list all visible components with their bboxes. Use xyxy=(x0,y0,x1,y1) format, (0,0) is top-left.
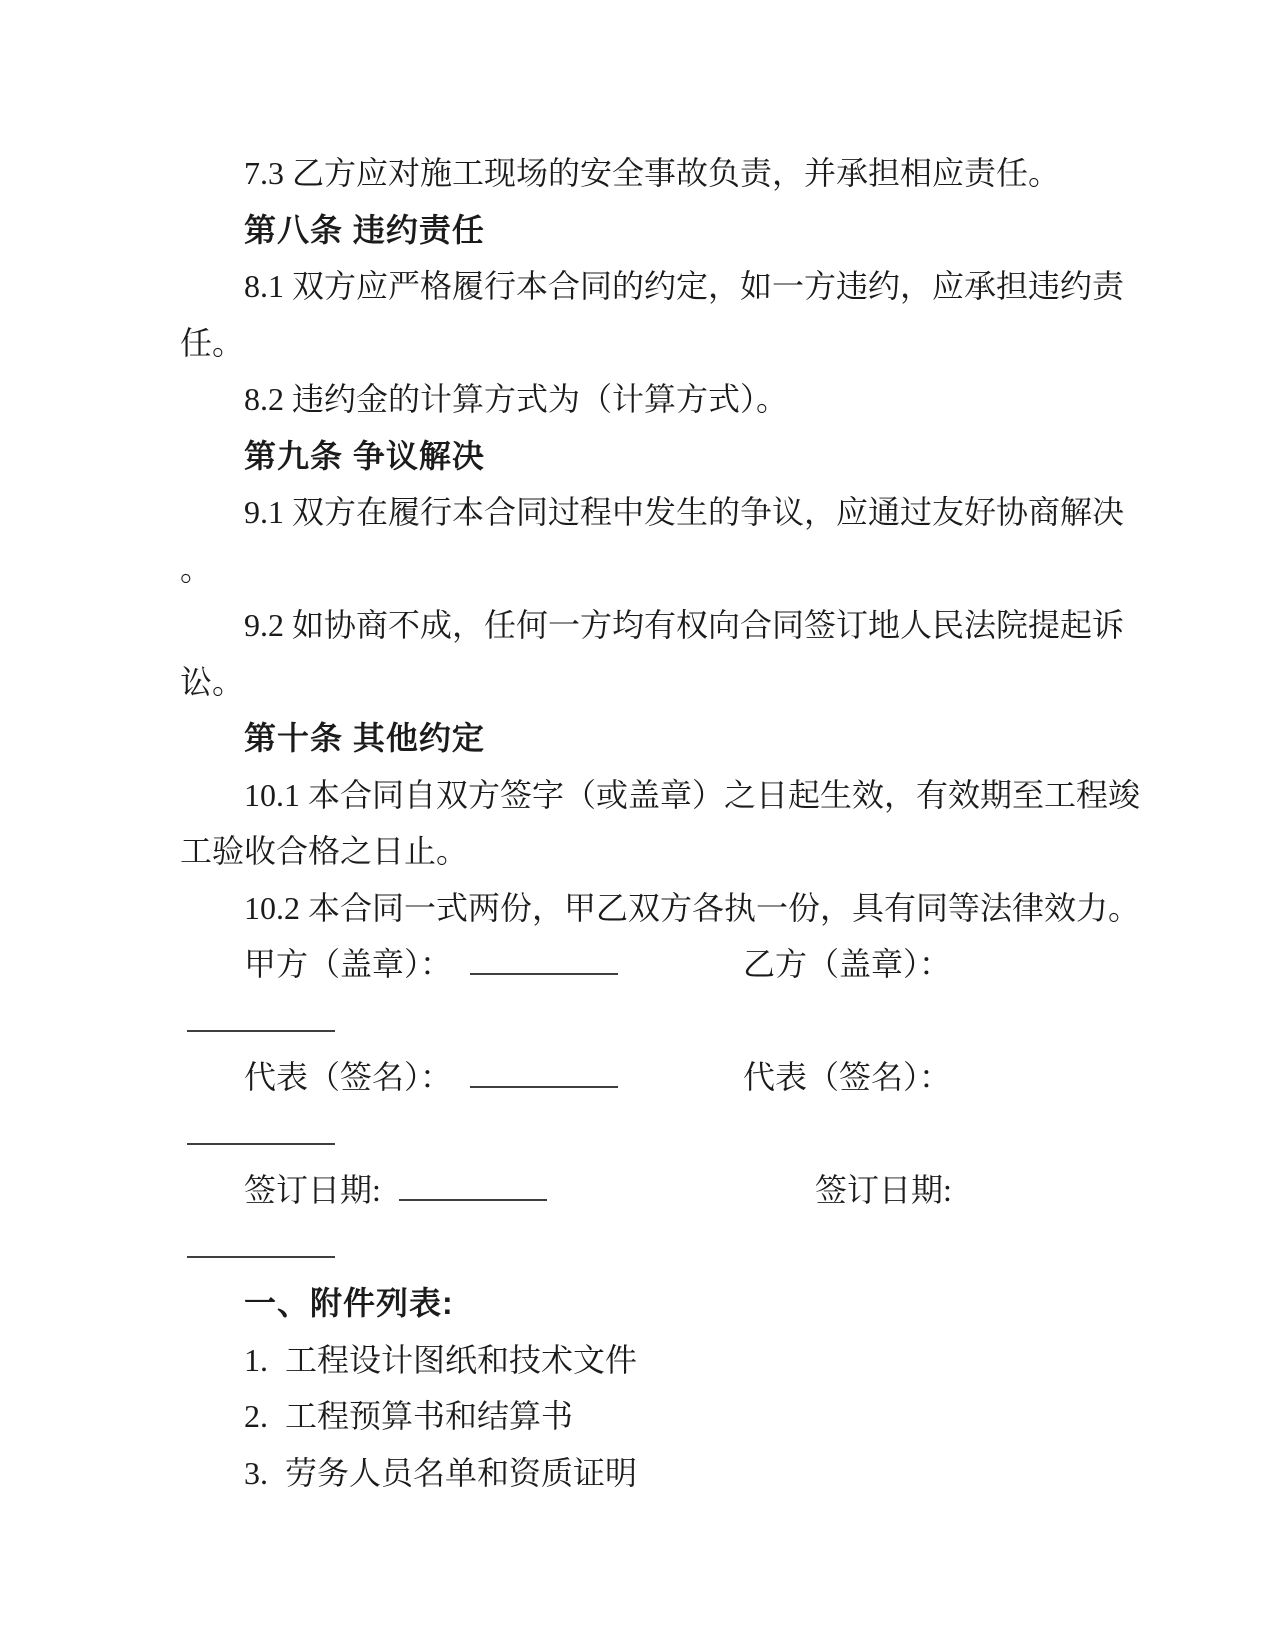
line-text: 7.3 乙方应对施工现场的安全事故负责，并承担相应责任。 xyxy=(244,155,1061,191)
list-number: 2. xyxy=(244,1398,268,1434)
signature-right-label: 签订日期: xyxy=(815,1172,952,1208)
attachment-list-item xyxy=(180,1388,1095,1445)
section-heading-line xyxy=(180,1275,1095,1332)
signature-blank-underline xyxy=(470,973,618,975)
line-text: 一、附件列表: xyxy=(244,1285,454,1321)
blank-underline-line xyxy=(180,1219,1095,1276)
signature-blank-underline xyxy=(399,1199,547,1201)
line-text: 8.1 双方应严格履行本合同的约定，如一方违约，应承担违约责 xyxy=(244,268,1125,304)
attachment-list-item xyxy=(180,1332,1095,1389)
blank-underline-line xyxy=(180,993,1095,1050)
section-heading-line xyxy=(180,202,1095,259)
contract-text-line xyxy=(180,597,1125,654)
blank-underline xyxy=(187,1143,335,1145)
wrapped-text-line xyxy=(180,654,1095,711)
contract-text-line xyxy=(180,371,1095,428)
signature-line xyxy=(180,936,1095,993)
line-text: 8.2 违约金的计算方式为（计算方式）。 xyxy=(244,381,789,417)
wrapped-text-line xyxy=(180,541,1095,598)
wrapped-text-line xyxy=(180,823,1095,880)
list-item-text: 工程设计图纸和技术文件 xyxy=(285,1341,638,1378)
blank-underline xyxy=(187,1256,335,1258)
list-number: 1. xyxy=(244,1341,268,1378)
line-text: 任。 xyxy=(180,324,245,361)
contract-text-line xyxy=(180,767,1141,824)
line-text: 第十条 其他约定 xyxy=(244,720,485,756)
line-text: 。 xyxy=(180,550,213,587)
contract-text-line xyxy=(180,258,1125,315)
contract-text-line xyxy=(180,484,1125,541)
signature-line xyxy=(180,1049,1095,1106)
line-text: 10.1 本合同自双方签字（或盖章）之日起生效，有效期至工程竣 xyxy=(244,776,1141,813)
signature-left-label: 代表（签名）： xyxy=(244,1059,453,1095)
section-heading-line xyxy=(180,710,1095,767)
signature-line xyxy=(180,1162,1095,1219)
signature-right-label: 乙方（盖章）： xyxy=(743,946,952,982)
blank-underline-line xyxy=(180,1106,1095,1163)
signature-left-label: 签订日期: xyxy=(244,1172,381,1208)
line-text: 第八条 违约责任 xyxy=(244,211,485,248)
line-text: 9.2 如协商不成，任何一方均有权向合同签订地人民法院提起诉 xyxy=(244,607,1125,643)
list-item-text: 工程预算书和结算书 xyxy=(285,1398,574,1434)
list-item-text: 劳务人员名单和资质证明 xyxy=(285,1454,638,1491)
blank-underline xyxy=(187,1030,335,1032)
document-body xyxy=(180,145,1141,1501)
line-text: 9.1 双方在履行本合同过程中发生的争议，应通过友好协商解决 xyxy=(244,494,1125,530)
line-text: 10.2 本合同一式两份，甲乙双方各执一份，具有同等法律效力。 xyxy=(244,889,1141,926)
line-text: 讼。 xyxy=(180,663,245,700)
signature-blank-underline xyxy=(470,1086,618,1088)
contract-text-line xyxy=(180,880,1141,937)
signature-right-label: 代表（签名）： xyxy=(743,1059,952,1095)
section-heading-line xyxy=(180,428,1095,485)
wrapped-text-line xyxy=(180,315,1095,372)
signature-left-label: 甲方（盖章）： xyxy=(244,946,453,982)
list-number: 3. xyxy=(244,1454,268,1491)
line-text: 工验收合格之日止。 xyxy=(180,833,469,869)
attachment-list-item xyxy=(180,1445,1095,1502)
contract-text-line xyxy=(180,145,1095,202)
line-text: 第九条 争议解决 xyxy=(244,437,485,474)
